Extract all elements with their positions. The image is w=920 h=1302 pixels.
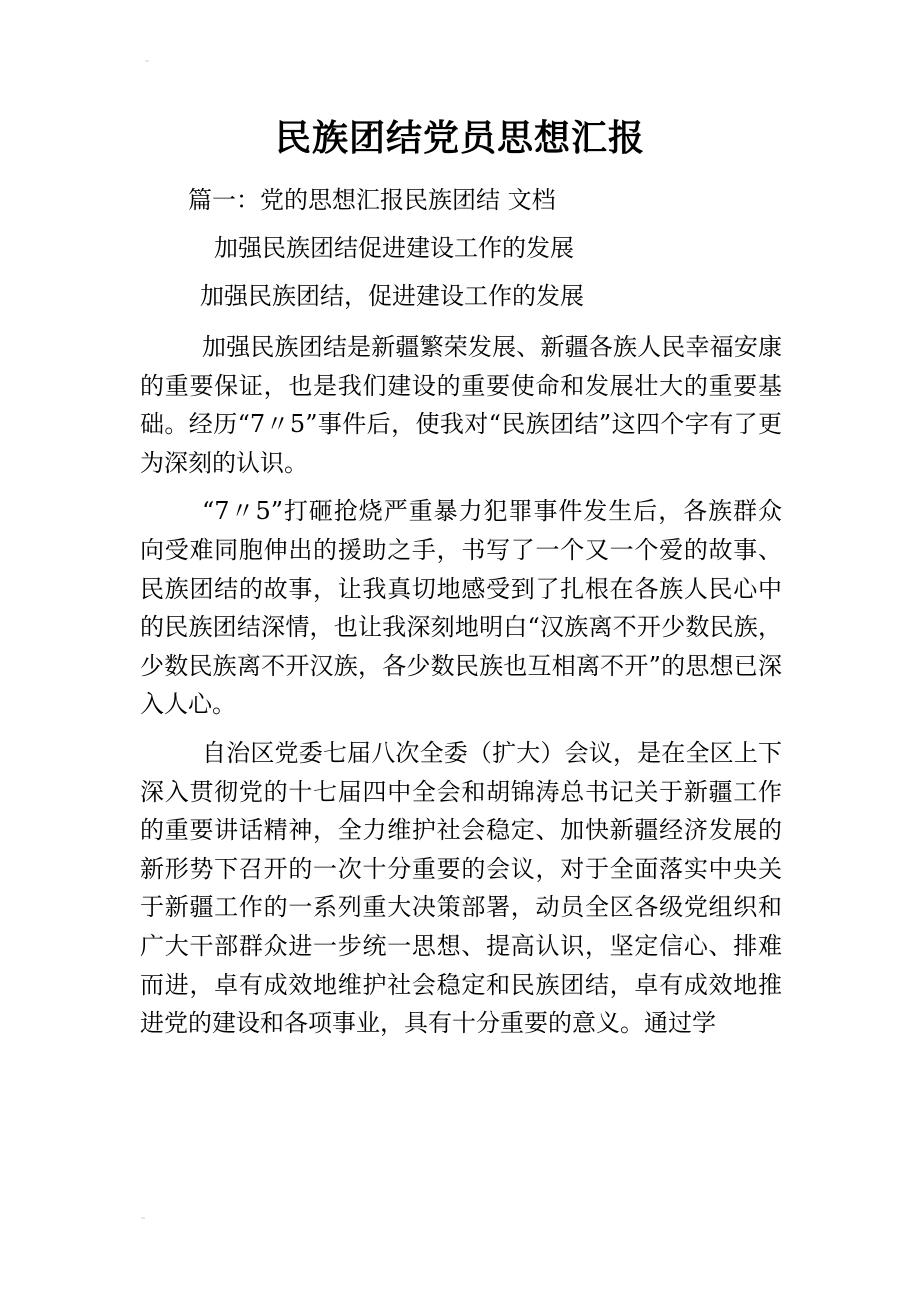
article-title: 加强民族团结，促进建设工作的发展 [200,282,584,310]
scan-mark [145,60,149,62]
document-title: 民族团结党员思想汇报 [274,117,645,159]
paragraph: “7〃5”打砸抢烧严重暴力犯罪事件发生后，各族群众向受难同胞伸出的援助之手，书写了一个又一个爱的故事、民族团结的故事，让我真切地感受到了扎根在各族人民心中的民族团结深情，也让我深刻地明白“汉族离不开少数民族，少数民族离不开汉族，各少数民族也互相离不开”的思想已深入人心。 [140,497,782,719]
paragraph: 自治区党委七届八次全委（扩大）会议，是在全区上下深入贯彻党的十七届四中全会和胡锦涛总书记关于新疆工作的重要讲话精神，全力维护社会稳定、加快新疆经济发展的新形势下召开的一次十分重要的会议，对于全面落实中央关于新疆工作的一系列重大决策部署，动员全区各级党组织和广大干部群众进一步统一思想、提高认识，坚定信心、排难而进，卓有成效地维护社会稳定和民族团结，卓有成效地推进党的建设和各项事业，具有十分重要的意义。通过学 [140,738,782,1038]
subheading: 加强民族团结促进建设工作的发展 [214,234,574,262]
paragraph: 加强民族团结是新疆繁荣发展、新疆各族人民幸福安康的重要保证，也是我们建设的重要使命和发展壮大的重要基础。经历“7〃5”事件后，使我对“民族团结”这四个字有了更为深刻的认识。 [140,333,782,477]
scan-mark [141,1217,145,1219]
document-body [140,328,782,1053]
section-heading: 篇一：党的思想汇报民族团结 文档 [188,186,556,214]
